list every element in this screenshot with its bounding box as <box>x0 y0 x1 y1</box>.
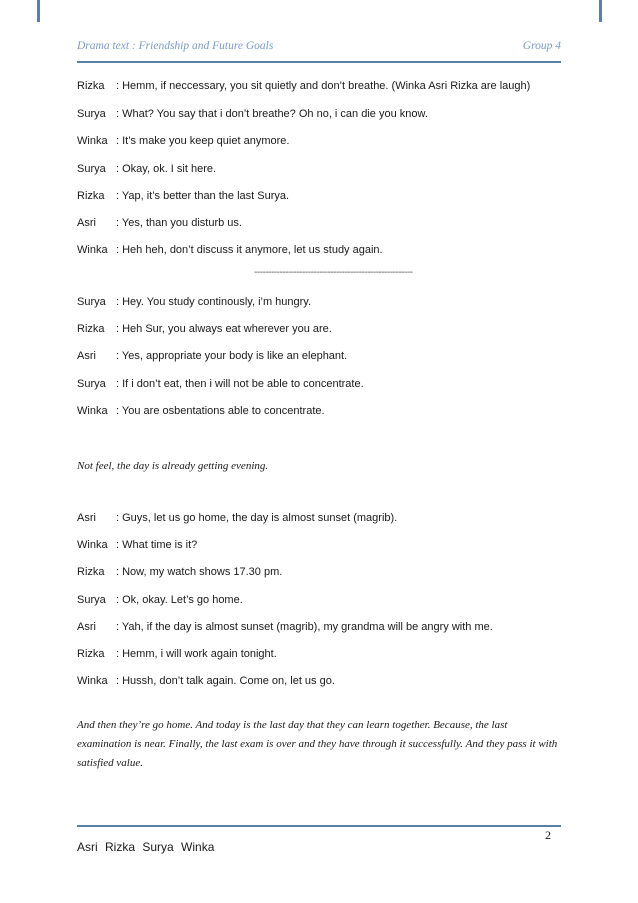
dialogue-line <box>77 647 277 661</box>
dialogue-text: : Guys, let us go home, the day is almost sunset (magrib). <box>116 512 398 524</box>
header-rule <box>77 61 561 63</box>
speaker-name: Asri <box>77 350 96 362</box>
dialogue-text: : Yes, appropriate your body is like an elephant. <box>116 350 348 362</box>
speaker-name: Rizka <box>77 323 105 335</box>
dialogue-text: : It’s make you keep quiet anymore. <box>116 135 290 147</box>
dialogue-line <box>77 565 282 579</box>
dialogue-line <box>77 295 311 309</box>
dialogue-text: : Yap, it’s better than the last Surya. <box>116 190 290 202</box>
scene-separator: -------------------------------------------------------- <box>254 267 413 278</box>
dialogue-line <box>77 349 347 363</box>
header-title: Drama text : Friendship and Future Goals <box>77 40 274 52</box>
closing-narration: And then they’re go home. And today is the last day that they can learn together. Because, the last examination is near. Finally, the last exam is over and they have through it successfully. And they pass it with satisfied value. <box>77 719 558 769</box>
speaker-name: Winka <box>77 539 108 551</box>
speaker-name: Surya <box>77 378 106 390</box>
speaker-name: Surya <box>77 594 106 606</box>
dialogue-text: : Now, my watch shows 17.30 pm. <box>116 566 283 578</box>
dialogue-text: : Ok, okay. Let’s go home. <box>116 594 243 606</box>
page-header <box>77 40 561 58</box>
dialogue-line <box>77 162 216 176</box>
dialogue-line <box>77 674 335 688</box>
dialogue-line <box>77 322 332 336</box>
dialogue-text: : Okay, ok. I sit here. <box>116 163 217 175</box>
speaker-name: Rizka <box>77 80 105 92</box>
dialogue-text: : If i don’t eat, then i will not be able to concentrate. <box>116 378 364 390</box>
dialogue-line <box>77 79 530 93</box>
speaker-name: Surya <box>77 296 106 308</box>
speaker-name: Surya <box>77 163 106 175</box>
dialogue-text: : You are osbentations able to concentrate. <box>116 405 325 417</box>
dialogue-line <box>77 593 243 607</box>
narration-paragraph: Not feel, the day is already getting evening. <box>77 460 269 472</box>
dialogue-line <box>77 243 383 257</box>
dialogue-text: : Yes, than you disturb us. <box>116 217 242 229</box>
dialogue-line <box>77 404 325 418</box>
dialogue-text: : What time is it? <box>116 539 198 551</box>
dialogue-line <box>77 107 428 121</box>
dialogue-text: : Hussh, don’t talk again. Come on, let us go. <box>116 675 335 687</box>
speaker-name: Rizka <box>77 648 105 660</box>
dialogue-line <box>77 620 493 634</box>
speaker-name: Winka <box>77 405 108 417</box>
dialogue-text: : Yah, if the day is almost sunset (magrib), my grandma will be angry with me. <box>116 621 493 633</box>
speaker-name: Asri <box>77 621 96 633</box>
speaker-name: Winka <box>77 135 108 147</box>
speaker-name: Asri <box>77 512 96 524</box>
dialogue-text: : Hey. You study continously, i’m hungry. <box>116 296 312 308</box>
dialogue-text: : What? You say that i don’t breathe? Oh no, i can die you know. <box>116 108 428 120</box>
footer-rule <box>77 825 561 827</box>
dialogue-line <box>77 189 289 203</box>
header-group: Group 4 <box>522 40 561 52</box>
dialogue-text: : Heh heh, don’t discuss it anymore, let us study again. <box>116 244 383 256</box>
dialogue-line <box>77 538 197 552</box>
dialogue-line <box>77 216 242 230</box>
page-number: 2 <box>545 828 551 842</box>
dialogue-text: : Hemm, i will work again tonight. <box>116 648 277 660</box>
footer-names: Asri Rizka Surya Winka <box>77 840 215 854</box>
speaker-name: Surya <box>77 108 106 120</box>
speaker-name: Rizka <box>77 190 105 202</box>
speaker-name: Rizka <box>77 566 105 578</box>
dialogue-text: : Hemm, if neccessary, you sit quietly and don’t breathe. (Winka Asri Rizka are laugh) <box>116 80 531 92</box>
right-frame-line <box>599 0 602 22</box>
dialogue-line <box>77 511 397 525</box>
speaker-name: Winka <box>77 675 108 687</box>
speaker-name: Winka <box>77 244 108 256</box>
dialogue-text: : Heh Sur, you always eat wherever you are. <box>116 323 332 335</box>
speaker-name: Asri <box>77 217 96 229</box>
dialogue-line <box>77 377 364 391</box>
dialogue-line <box>77 134 289 148</box>
left-frame-line <box>37 0 40 22</box>
